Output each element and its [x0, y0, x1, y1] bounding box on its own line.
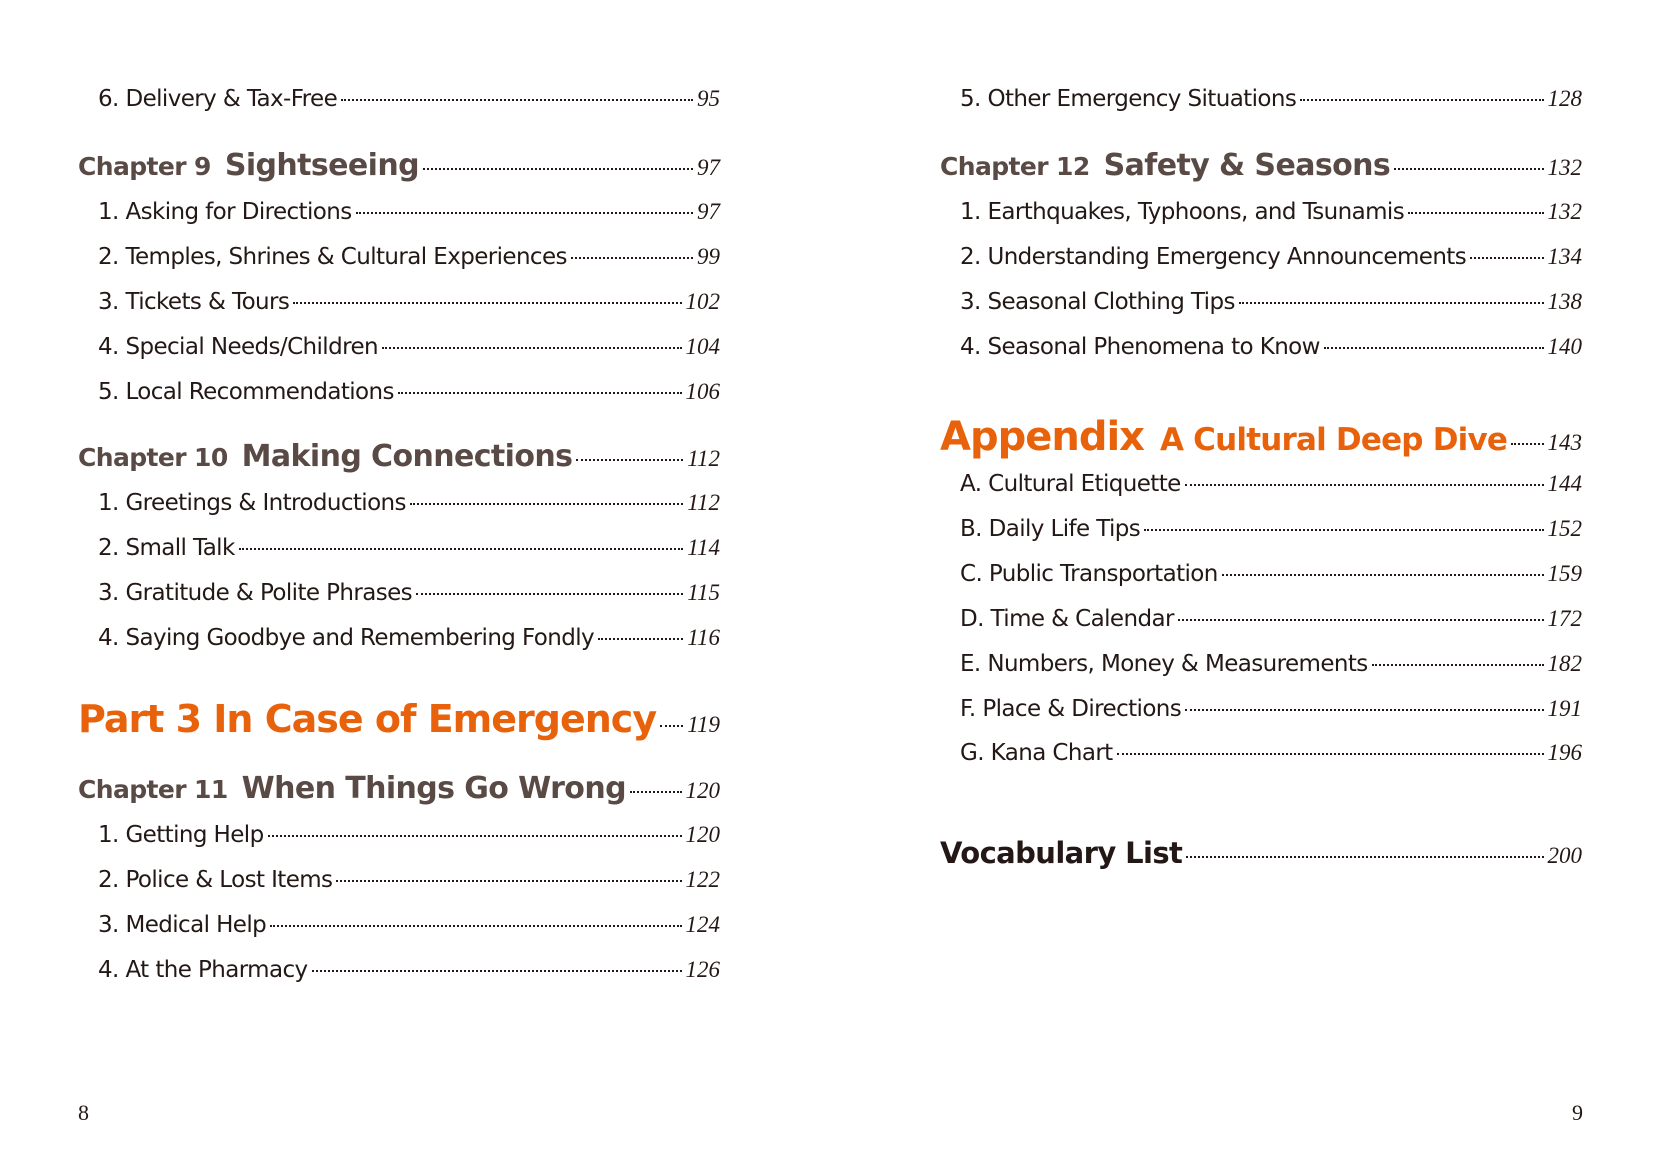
toc-entry[interactable]	[78, 379, 720, 405]
toc-entry-label: 1. Getting Help	[98, 822, 264, 848]
dot-leader	[382, 347, 682, 349]
toc-part[interactable]	[78, 697, 720, 741]
toc-entry[interactable]	[940, 244, 1582, 270]
toc-entry-page: 120	[685, 822, 720, 847]
toc-entry-label: F. Place & Directions	[960, 696, 1182, 722]
appendix-label: Appendix	[940, 414, 1144, 460]
toc-entry-page: 128	[1547, 86, 1582, 111]
toc-entry-label: 2. Temples, Shrines & Cultural Experiences	[98, 244, 567, 270]
dot-leader	[1239, 302, 1544, 304]
toc-entry[interactable]	[78, 957, 720, 983]
chapter-title: When Things Go Wrong	[241, 771, 626, 806]
toc-entry[interactable]	[78, 912, 720, 938]
toc-entry-label: 1. Asking for Directions	[98, 199, 352, 225]
dot-leader	[571, 257, 693, 259]
toc-entry-label: 5. Local Recommendations	[98, 379, 394, 405]
toc-entry[interactable]	[940, 696, 1582, 722]
toc-entry-page: 112	[687, 446, 720, 471]
toc-entry-label: 2. Police & Lost Items	[98, 867, 333, 893]
toc-entry-label: 3. Gratitude & Polite Phrases	[98, 580, 413, 606]
toc-appendix[interactable]	[940, 414, 1582, 460]
toc-entry-label: 2. Small Talk	[98, 535, 235, 561]
toc-entry[interactable]	[78, 580, 720, 606]
toc-entry-page: 116	[687, 625, 720, 650]
toc-entry-page: 143	[1547, 430, 1582, 455]
toc-entry-label: A. Cultural Etiquette	[960, 471, 1181, 497]
right-page	[826, 0, 1653, 1165]
toc-entry-label: 3. Tickets & Tours	[98, 289, 290, 315]
toc-entry[interactable]	[940, 289, 1582, 315]
toc-chapter[interactable]	[78, 771, 720, 806]
dot-leader	[1372, 664, 1544, 666]
toc-entry[interactable]	[78, 535, 720, 561]
toc-entry[interactable]	[940, 561, 1582, 587]
chapter-number: Chapter 12	[940, 152, 1090, 181]
toc-entry-page: 182	[1547, 651, 1582, 676]
toc-entry-page: 120	[685, 778, 720, 803]
toc-entry-page: 132	[1547, 199, 1582, 224]
toc-entry[interactable]	[940, 651, 1582, 677]
dot-leader	[1511, 443, 1543, 445]
dot-leader	[1394, 168, 1543, 170]
toc-entry[interactable]	[940, 516, 1582, 542]
chapter-number: Chapter 10	[78, 443, 228, 472]
toc-entry-label: G. Kana Chart	[960, 740, 1113, 766]
toc-entry-page: 132	[1547, 155, 1582, 180]
toc-entry-label: D. Time & Calendar	[960, 606, 1174, 632]
page-number: 8	[78, 1100, 89, 1125]
toc-entry-page: 106	[685, 379, 720, 404]
toc-entry-page: 124	[685, 912, 720, 937]
toc-entry-page: 140	[1547, 334, 1582, 359]
toc-entry-page: 152	[1547, 516, 1582, 541]
dot-leader	[312, 970, 682, 972]
dot-leader	[1144, 529, 1543, 531]
toc-entry-page: 112	[687, 490, 720, 515]
toc-entry-label: 4. Saying Goodbye and Remembering Fondly	[98, 625, 595, 651]
dot-leader	[1470, 257, 1543, 259]
toc-entry[interactable]	[78, 334, 720, 360]
toc-entry-page: 159	[1547, 561, 1582, 586]
toc-entry-label: E. Numbers, Money & Measurements	[960, 651, 1368, 677]
toc-entry-label: 4. At the Pharmacy	[98, 957, 308, 983]
toc-entry-label: 4. Special Needs/Children	[98, 334, 378, 360]
appendix-title: A Cultural Deep Dive	[1159, 422, 1508, 458]
toc-entry-page: 172	[1547, 606, 1582, 631]
dot-leader	[598, 638, 683, 640]
toc-entry[interactable]	[78, 625, 720, 651]
toc-entry-page: 138	[1547, 289, 1582, 314]
part-title: Part 3 In Case of Emergency	[78, 697, 657, 741]
dot-leader	[416, 593, 683, 595]
dot-leader	[576, 459, 683, 461]
toc-entry-label: 3. Medical Help	[98, 912, 267, 938]
toc-entry-label: 1. Earthquakes, Typhoons, and Tsunamis	[960, 199, 1405, 225]
toc-entry-page: 191	[1547, 696, 1582, 721]
chapter-number: Chapter 11	[78, 775, 228, 804]
toc-entry-label: 3. Seasonal Clothing Tips	[960, 289, 1235, 315]
chapter-title: Safety & Seasons	[1103, 148, 1391, 183]
toc-entry-label: 2. Understanding Emergency Announcements	[960, 244, 1467, 270]
dot-leader	[1222, 574, 1544, 576]
toc-entry[interactable]	[940, 86, 1582, 112]
dot-leader	[630, 791, 682, 793]
toc-entry-page: 102	[685, 289, 720, 314]
dot-leader	[1408, 212, 1543, 214]
toc-entry-label: 4. Seasonal Phenomena to Know	[960, 334, 1320, 360]
toc-entry-page: 126	[685, 957, 720, 982]
toc-entry-page: 144	[1547, 471, 1582, 496]
toc-entry-label: 1. Greetings & Introductions	[98, 490, 406, 516]
dot-leader	[336, 880, 681, 882]
toc-entry[interactable]	[78, 867, 720, 893]
toc-entry-label: B. Daily Life Tips	[960, 516, 1141, 542]
toc-entry[interactable]	[940, 199, 1582, 225]
dot-leader	[293, 302, 681, 304]
dot-leader	[423, 168, 693, 170]
toc-entry[interactable]	[940, 471, 1582, 497]
dot-leader	[1185, 484, 1544, 486]
toc-entry[interactable]	[78, 244, 720, 270]
toc-entry[interactable]	[78, 86, 720, 112]
dot-leader	[1185, 709, 1543, 711]
toc-entry-page: 200	[1547, 843, 1582, 868]
toc-vocabulary[interactable]	[940, 836, 1582, 870]
dot-leader	[356, 212, 693, 214]
dot-leader	[341, 99, 693, 101]
toc-entry-label: 6. Delivery & Tax-Free	[98, 86, 338, 112]
dot-leader	[398, 392, 682, 394]
toc-entry-page: 97	[697, 199, 720, 224]
chapter-title: Sightseeing	[224, 148, 419, 183]
toc-entry-label: 5. Other Emergency Situations	[960, 86, 1297, 112]
toc-entry-page: 99	[697, 244, 720, 269]
toc-entry-page: 104	[685, 334, 720, 359]
dot-leader	[1324, 347, 1544, 349]
toc-entry[interactable]	[78, 490, 720, 516]
dot-leader	[1300, 99, 1543, 101]
toc-entry-page: 114	[687, 535, 720, 560]
toc-entry[interactable]	[78, 289, 720, 315]
toc-entry[interactable]	[940, 606, 1582, 632]
toc-entry[interactable]	[940, 740, 1582, 766]
toc-chapter[interactable]	[78, 148, 720, 183]
dot-leader	[410, 503, 683, 505]
dot-leader	[239, 548, 684, 550]
chapter-title: Making Connections	[241, 439, 573, 474]
dot-leader	[268, 835, 682, 837]
toc-entry-page: 95	[697, 86, 720, 111]
toc-entry-label: C. Public Transportation	[960, 561, 1218, 587]
left-page	[0, 0, 826, 1165]
toc-entry[interactable]	[78, 199, 720, 225]
dot-leader	[1117, 753, 1544, 755]
toc-entry-page: 97	[697, 155, 720, 180]
toc-entry-page: 122	[685, 867, 720, 892]
chapter-number: Chapter 9	[78, 152, 211, 181]
dot-leader	[660, 725, 683, 727]
toc-chapter[interactable]	[78, 439, 720, 474]
toc-entry-page: 115	[687, 580, 720, 605]
toc-entry-page: 119	[687, 712, 720, 737]
dot-leader	[270, 925, 681, 927]
vocabulary-title: Vocabulary List	[940, 836, 1183, 870]
toc-entry-page: 134	[1547, 244, 1582, 269]
dot-leader	[1178, 619, 1544, 621]
page-number: 9	[1572, 1100, 1583, 1125]
toc-entry-page: 196	[1547, 740, 1582, 765]
toc-entry[interactable]	[78, 822, 720, 848]
toc-entry[interactable]	[940, 334, 1582, 360]
toc-chapter[interactable]	[940, 148, 1582, 183]
dot-leader	[1186, 856, 1543, 858]
